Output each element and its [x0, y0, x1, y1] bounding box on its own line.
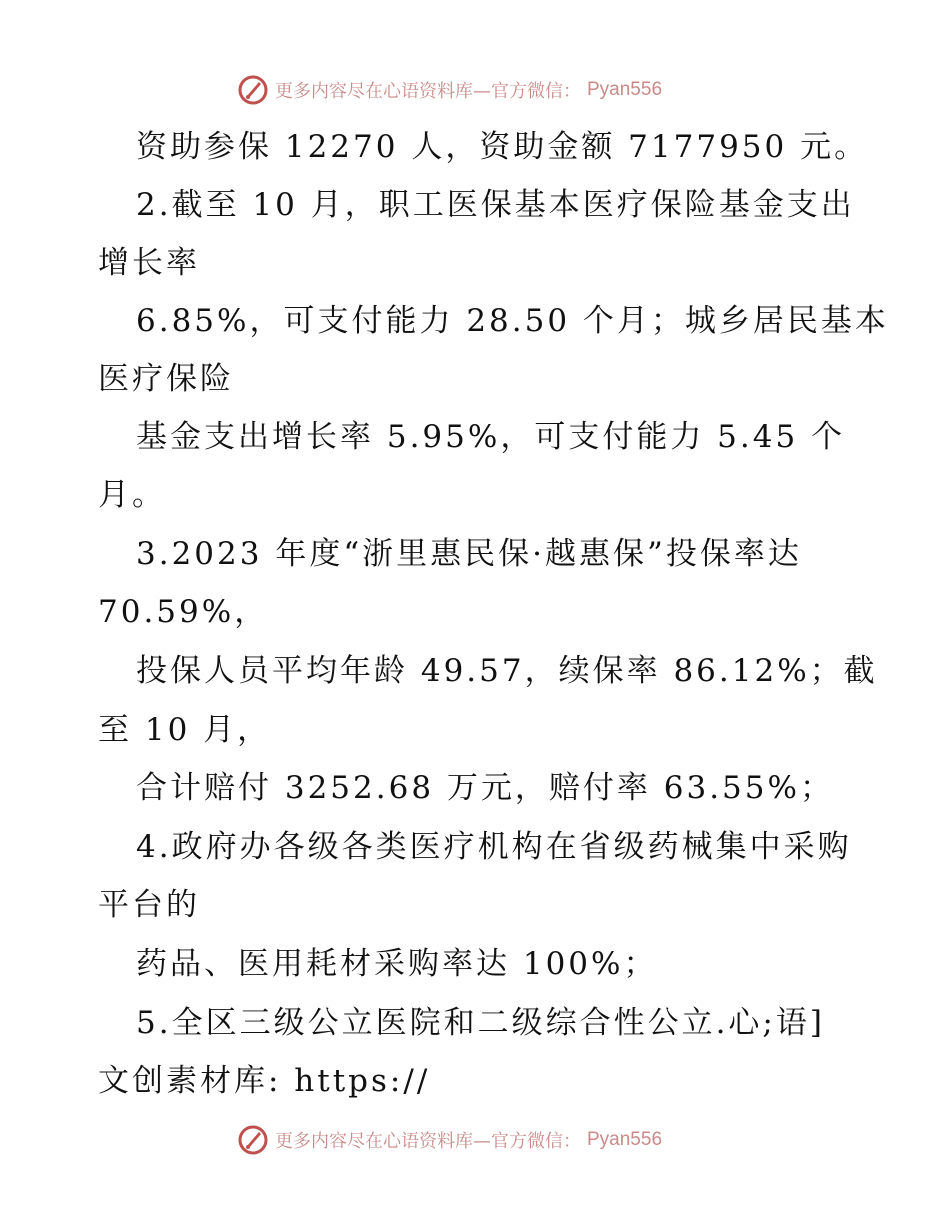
text-line: 文创素材库: https://: [98, 1063, 431, 1099]
watermark-id: Pyan556: [587, 1129, 663, 1150]
text-line: 平台的: [98, 887, 200, 923]
watermark-id: Pyan556: [587, 79, 663, 100]
watermark-text: 更多内容尽在心语资料库—官方微信：: [275, 81, 581, 102]
logo-icon: [237, 74, 269, 106]
text-line: 3.2023 年度“浙里惠民保·越惠保”投保率达: [136, 536, 802, 572]
header-watermark: [237, 73, 662, 107]
text-line: 月。: [98, 477, 166, 513]
footer-watermark: [237, 1123, 662, 1157]
text-line: 药品、医用耗材采购率达 100%；: [136, 946, 658, 982]
text-line: 投保人员平均年龄 49.57，续保率 86.12%；截: [136, 653, 878, 689]
text-line: 资助参保 12270 人，资助金额 7177950 元。: [136, 129, 869, 165]
text-line: 增长率: [98, 245, 200, 281]
text-line: 6.85%，可支付能力 28.50 个月；城乡居民基本: [136, 303, 889, 339]
text-line: 基金支出增长率 5.95%，可支付能力 5.45 个: [136, 419, 846, 455]
logo-icon: [237, 1124, 269, 1156]
text-line: 4.政府办各级各类医疗机构在省级药械集中采购: [136, 829, 852, 865]
text-line: 合计赔付 3252.68 万元，赔付率 63.55%；: [136, 770, 834, 806]
text-line: 2.截至 10 月，职工医保基本医疗保险基金支出: [136, 187, 855, 223]
text-line: 70.59%，: [98, 594, 269, 630]
text-line: 至 10 月，: [98, 712, 272, 748]
watermark-text: 更多内容尽在心语资料库—官方微信：: [275, 1131, 581, 1152]
text-line: 5.全区三级公立医院和二级综合性公立.心;语]: [136, 1005, 825, 1041]
text-line: 医疗保险: [98, 361, 234, 397]
